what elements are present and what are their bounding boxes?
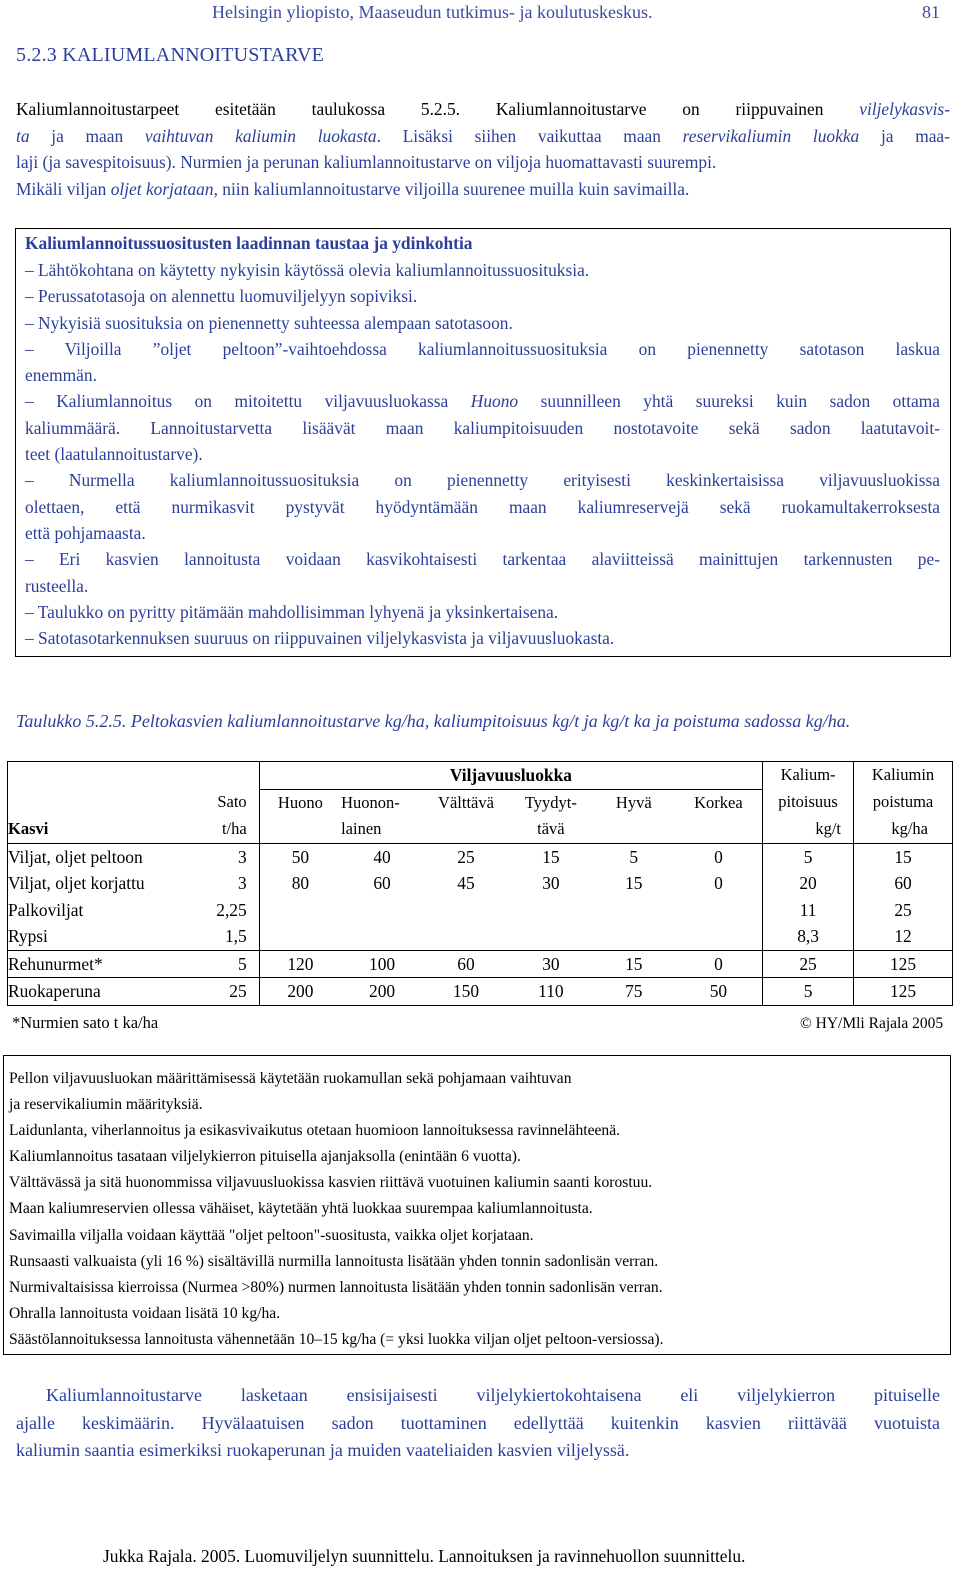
guideline-italic-term: Huono — [470, 391, 519, 412]
cell-hyva — [593, 897, 675, 924]
cell-korkea: 0 — [714, 846, 723, 867]
note-line: Nurmivaltaisissa kierroissa (Nurmea >80%) nurmen lannoitusta lisätään yhden tonnin sadonlisän verran. — [9, 1278, 663, 1296]
table-row — [8, 870, 953, 897]
cell-pitoisuus: 11 — [763, 897, 854, 924]
cell-tyydyttava: 30 — [542, 873, 560, 893]
guideline-item-cont: olettaen, että nurmikasvit pystyvät hyödyntämään maan kaliumreservejä sekä ruokamultakerroksesta — [25, 496, 940, 517]
intro-line-3: laji (ja savespitoisuus). Nurmien ja perunan kaliumlannoitustarve on viljoja huomattavasti suurempi. — [16, 152, 717, 172]
cell-valttava: 150 — [423, 978, 509, 1006]
cell-poistuma: 25 — [854, 897, 953, 924]
cell-kasvi: Palkoviljat — [8, 897, 188, 924]
cell-kasvi: Ruokaperuna — [8, 978, 188, 1006]
guideline-item: – Satotasotarkennuksen suuruus on riippuvainen viljelykasvista ja viljavuusluokasta. — [25, 628, 615, 649]
table-header-row — [8, 789, 953, 816]
note-line: ja reservikaliumin määrityksiä. — [9, 1096, 203, 1114]
cell-huononlainen — [341, 923, 423, 950]
table-row — [8, 923, 953, 950]
cell-huononlainen: 100 — [341, 950, 423, 978]
col-header-valttava: Välttävä — [423, 789, 509, 816]
col-header-tyydyttava-2: tävä — [509, 816, 593, 843]
guideline-item: – Nurmella kaliumlannoitussuosituksia on pienennetty erityisesti keskinkertaisissa viljavuusluokissa — [25, 470, 940, 491]
page-footer: Jukka Rajala. 2005. Luomuviljelyn suunnittelu. Lannoituksen ja ravinnehuollon suunnittelu. — [103, 1546, 746, 1566]
cell-tyydyttava: 110 — [509, 978, 593, 1006]
col-header-kalium-pitoisuus-unit: kg/t — [763, 816, 854, 843]
cell-huono — [259, 897, 341, 924]
intro-italic-term: ta — [16, 125, 30, 146]
col-header-kasvi: Kasvi — [8, 819, 49, 838]
note-line: Savimailla viljalla voidaan käyttää "oljet peltoon"-suositusta, vaikka oljet korjataan. — [9, 1226, 534, 1244]
cell-pitoisuus: 25 — [763, 950, 854, 978]
guideline-item: – Lähtökohtana on käytetty nykyisin käytössä olevia kaliumlannoitussuosituksia. — [25, 260, 590, 280]
note-line: Säästölannoituksessa lannoitusta vähennetään 10–15 kg/ha (= yksi luokka viljan oljet peltoon-versiossa). — [9, 1330, 664, 1348]
closing-paragraph — [16, 1382, 940, 1465]
intro-paragraph — [16, 96, 950, 202]
cell-pitoisuus: 20 — [763, 870, 854, 897]
note-line: Maan kaliumreservien ollessa vähäiset, käytetään yhtä luokkaa suurempaa kaliumlannoitusta. — [9, 1200, 593, 1218]
cell-huononlainen — [341, 897, 423, 924]
cell-sato: 1,5 — [224, 926, 247, 946]
cell-hyva: 15 — [625, 873, 643, 893]
guideline-item: – Taulukko on pyritty pitämään mahdollisimman lyhyenä ja yksinkertaisena. — [25, 601, 559, 622]
potassium-table — [7, 761, 953, 1006]
cell-kasvi: Rehunurmet* — [8, 950, 188, 978]
section-title: 5.2.3 KALIUMLANNOITUSTARVE — [16, 44, 325, 66]
note-line: Ohralla lannoitusta voidaan lisätä 10 kg/ha. — [9, 1304, 281, 1322]
cell-hyva: 75 — [593, 978, 675, 1006]
cell-sato: 5 — [187, 950, 259, 978]
intro-line-1 — [16, 96, 950, 123]
table-row — [8, 950, 953, 978]
closing-line: Kaliumlannoitustarve lasketaan ensisijaisesti viljelykiertokohtaisena eli viljelykierron pituiselle — [46, 1385, 940, 1405]
header-institution: Helsingin yliopisto, Maaseudun tutkimus- ja koulutuskeskus. — [212, 2, 653, 22]
cell-poistuma: 12 — [854, 923, 953, 950]
cell-poistuma: 125 — [854, 950, 953, 978]
cell-sato: 25 — [187, 978, 259, 1006]
cell-sato: 3 — [237, 873, 247, 893]
guideline-item-cont: enemmän. — [25, 365, 97, 386]
page-number: 81 — [922, 2, 940, 22]
guideline-item: – Nykyisiä suosituksia on pienennetty suhteessa alempaan satotasoon. — [25, 312, 513, 333]
cell-huono: 120 — [259, 950, 341, 978]
table-row — [8, 897, 953, 924]
cell-hyva: 15 — [593, 950, 675, 978]
cell-valttava: 60 — [423, 950, 509, 978]
intro-line-2 — [16, 123, 950, 150]
guideline-text: suunnilleen yhtä suureksi kuin sadon ottama — [540, 391, 940, 412]
cell-tyydyttava — [509, 897, 593, 924]
cell-tyydyttava — [509, 923, 593, 950]
cell-hyva: 5 — [629, 846, 639, 867]
intro-text: , niin kaliumlannoitustarve viljoilla suurenee muilla kuin savimailla. — [213, 178, 690, 199]
cell-valttava — [423, 897, 509, 924]
note-line: Kaliumlannoitus tasataan viljelykierron pituisella ajanjaksolla (enintään 6 vuotta). — [9, 1148, 521, 1166]
intro-text: . Lisäksi siihen vaikuttaa maan — [376, 125, 661, 146]
intro-line-4 — [16, 176, 950, 203]
guideline-item-cont: rusteella. — [25, 575, 89, 596]
intro-text: Mikäli viljan — [16, 178, 107, 199]
cell-tyydyttava: 30 — [509, 950, 593, 978]
cell-kasvi: Viljat, oljet peltoon — [8, 843, 188, 870]
cell-korkea: 50 — [675, 978, 763, 1006]
cell-pitoisuus: 8,3 — [763, 923, 854, 950]
guideline-item-cont: kaliummäärä. Lannoitustarvetta lisäävät maan kaliumpitoisuuden nostotavoite sekä sadon laatutavoit- — [25, 417, 940, 438]
intro-italic-term: vaihtuvan kaliumin luokasta — [144, 125, 377, 146]
col-header-kalium-poistuma-2: poistuma — [854, 789, 953, 816]
note-line: Pellon viljavuusluokan määrittämisessä käytetään ruokamullan sekä pohjamaan vaihtuvan — [9, 1070, 572, 1087]
cell-huono — [259, 923, 341, 950]
guideline-item — [25, 388, 940, 414]
closing-line: kaliumin saantia esimerkiksi ruokaperunan ja muiden vaateliaiden kasvien viljelyssä. — [16, 1440, 630, 1460]
col-header-kalium-poistuma: Kaliumin — [854, 762, 953, 790]
guidelines-box — [15, 228, 951, 657]
col-header-kalium-poistuma-unit: kg/ha — [854, 816, 953, 843]
closing-line: ajalle keskimäärin. Hyvälaatuisen sadon tuottaminen edellyttää kuitenkin kasvien riittävää vuotuista — [16, 1412, 940, 1433]
note-line: Runsaasti valkuaista (yli 16 %) sisältävillä nurmilla lannoitusta lisätään yhden tonnin sadonlisän verran. — [9, 1252, 659, 1270]
cell-valttava: 25 — [457, 846, 475, 867]
cell-huono: 200 — [259, 978, 341, 1006]
col-header-huono: Huono — [259, 789, 341, 816]
col-header-sato: Sato — [217, 792, 247, 812]
cell-korkea — [675, 923, 763, 950]
guideline-item: – Eri kasvien lannoitusta voidaan kasvikohtaisesti tarkentaa alaviitteissä mainittujen tarkennusten pe- — [25, 549, 940, 570]
col-header-tyydyttava: Tyydyt- — [509, 789, 593, 816]
cell-poistuma: 60 — [854, 870, 953, 897]
cell-tyydyttava: 15 — [542, 846, 560, 867]
cell-huono: 50 — [259, 843, 341, 870]
guidelines-title: Kaliumlannoitussuositusten laadinnan taustaa ja ydinkohtia — [25, 233, 473, 253]
cell-sato: 3 — [237, 846, 247, 867]
cell-kasvi: Rypsi — [8, 923, 188, 950]
cell-huononlainen: 200 — [341, 978, 423, 1006]
col-header-kalium-pitoisuus: Kalium- — [763, 762, 854, 790]
note-line: Laidunlanta, viherlannoitus ja esikasvivaikutus otetaan huomioon lannoituksessa ravinnelähteenä. — [9, 1122, 621, 1140]
group-header: Viljavuusluokka — [449, 765, 572, 785]
cell-huononlainen: 60 — [373, 873, 391, 893]
col-header-korkea: Korkea — [675, 789, 763, 816]
cell-valttava — [423, 923, 509, 950]
cell-huononlainen: 40 — [373, 846, 391, 867]
guideline-text: – Kaliumlannoitus on mitoitettu viljavuusluokassa — [25, 391, 449, 412]
col-header-sato-unit: t/ha — [187, 816, 259, 843]
note-line: Välttävässä ja sitä huonommissa viljavuusluokissa kasvien riittävä vuotuinen kaliumin saanti korostuu. — [9, 1174, 653, 1192]
cell-pitoisuus: 5 — [763, 843, 854, 870]
cell-korkea: 0 — [714, 873, 723, 893]
col-header-kalium-pitoisuus-2: pitoisuus — [763, 789, 854, 816]
cell-pitoisuus: 5 — [763, 978, 854, 1006]
table-caption: Taulukko 5.2.5. Peltokasvien kaliumlannoitustarve kg/ha, kaliumpitoisuus kg/t ja kg/t ka ja poistuma sadossa kg/ha. — [16, 711, 851, 731]
intro-italic-term: reservikaliumin luokka — [682, 125, 860, 146]
col-header-huononlainen-2: lainen — [341, 816, 423, 843]
table-row — [8, 843, 953, 870]
guideline-item: – Viljoilla ”oljet peltoon”-vaihtoehdossa kaliumlannoitussuosituksia on pienennetty satotason laskua — [25, 338, 940, 359]
table-header-row — [8, 762, 953, 790]
cell-huono: 80 — [259, 870, 341, 897]
notes-box — [3, 1055, 951, 1355]
cell-valttava: 45 — [457, 873, 475, 893]
cell-kasvi: Viljat, oljet korjattu — [8, 870, 188, 897]
copyright-notice: © HY/Mli Rajala 2005 — [800, 1015, 944, 1032]
table-header-row — [8, 816, 953, 843]
intro-text: Kaliumlannoitustarpeet esitetään taulukossa 5.2.5. Kaliumlannoitustarve on riippuvainen — [16, 99, 824, 119]
intro-text: ja maan — [51, 125, 124, 146]
intro-italic-term: viljelykasvis- — [859, 99, 950, 119]
cell-poistuma: 15 — [854, 843, 953, 870]
table-footnote: *Nurmien sato t ka/ha — [12, 1013, 159, 1032]
cell-korkea — [675, 897, 763, 924]
guideline-item: – Perussatotasoja on alennettu luomuviljelyyn sopiviksi. — [25, 286, 418, 307]
col-header-hyva: Hyvä — [593, 789, 675, 816]
cell-hyva — [593, 923, 675, 950]
guideline-item-cont: että pohjamaasta. — [25, 522, 146, 543]
table-row — [8, 978, 953, 1006]
guideline-item-cont: teet (laatulannoitustarve). — [25, 444, 203, 465]
intro-text: ja maa- — [880, 125, 950, 146]
cell-sato: 2,25 — [216, 899, 247, 920]
cell-poistuma: 125 — [854, 978, 953, 1006]
col-header-huononlainen: Huonon- — [341, 789, 423, 816]
intro-italic-term: oljet korjataan — [110, 178, 214, 199]
cell-korkea: 0 — [675, 950, 763, 978]
